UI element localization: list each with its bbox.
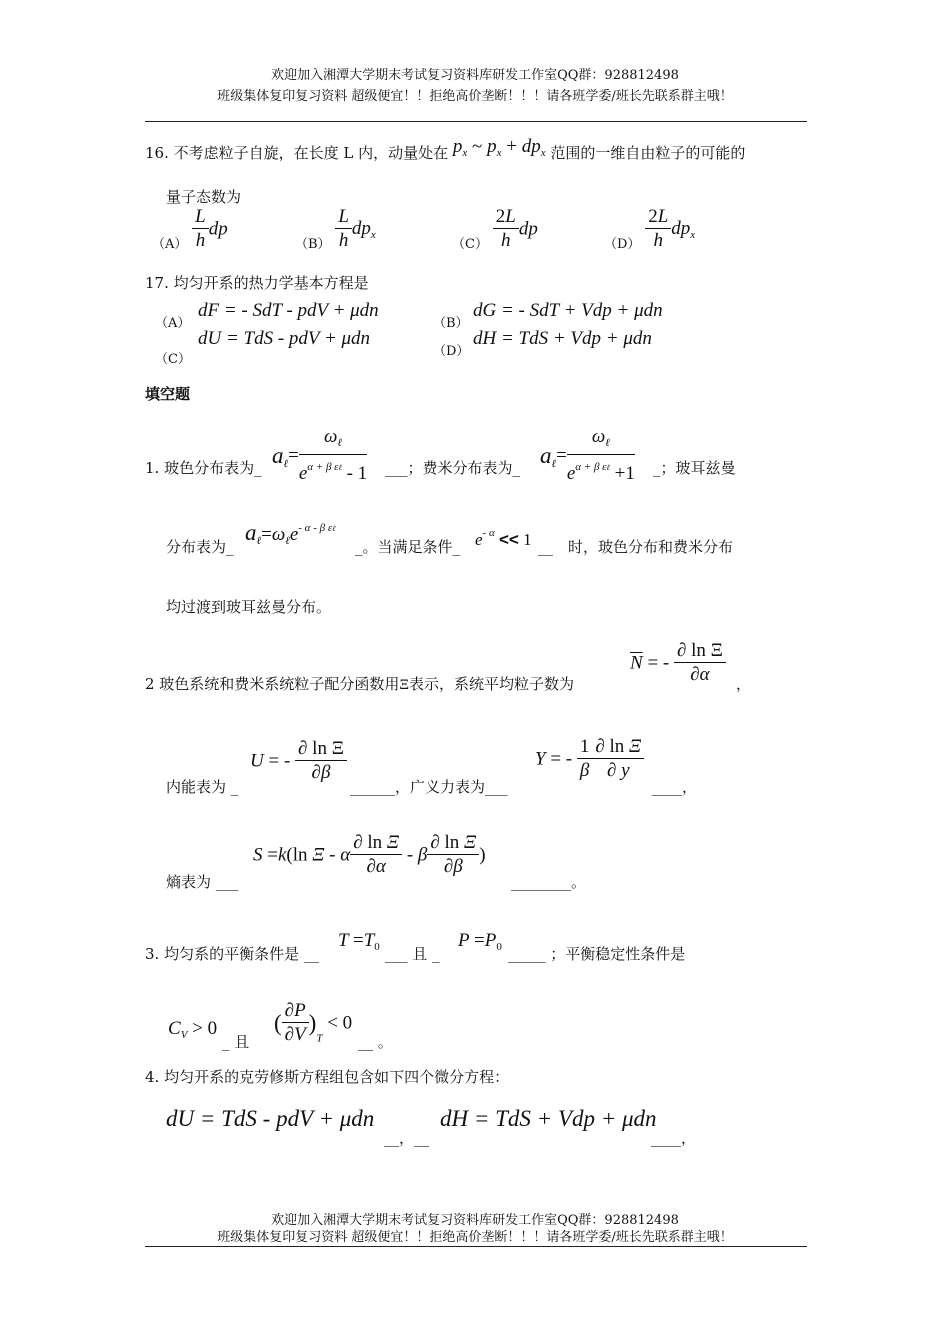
q16-option-c: （C） $\frac{2L}{h}$ dp: [452, 206, 538, 252]
footer-line-1: 欢迎加入湘潭大学期末考试复习资料库研发工作室QQ群：928812498: [271, 1213, 679, 1228]
f2-t2: 表示，系统平均粒子数为: [408, 675, 574, 693]
f1-t1: 1. 玻色分布表为_: [145, 459, 262, 477]
f1-bose-formula: $a_\ell=$ $\frac{\omega_\ell}{e^{\alpha + \beta \varepsilon\ell} - 1}$: [272, 426, 368, 484]
f3-t4: _ 且: [222, 1033, 250, 1051]
f4-t1: 4. 均匀开系的克劳修斯方程组包含如下四个微分方程：: [145, 1068, 510, 1086]
footer-rule: [145, 1246, 807, 1247]
q16-text-c: 量子态数为: [166, 188, 242, 206]
f3-t2: ___ 且 _: [385, 945, 440, 963]
header-line-2: 班级集体复印复习资料 超级便宜！！拒绝高价垄断！！！请各班学委/班长先联系群主哦！: [217, 89, 733, 104]
q17-opt-b-label: （B）: [433, 316, 469, 331]
f3-compress-condition: ( $\frac{\partial P}{\partial V}$ )$_T < 0$: [274, 1000, 353, 1045]
q16-option-b: （B） $\frac{L}{h}$ $dp_x$: [295, 206, 376, 252]
f3-cv-condition: $C_V > 0$: [168, 1018, 218, 1041]
f1-boltzmann-formula: $a_\ell=\omega_\ell e^{- \alpha - \beta \varepsilon\ell}$: [245, 520, 336, 547]
f3-t5: __ 。: [358, 1033, 393, 1051]
f2-t1: 2 玻色系统和费米系统粒子配分函数用: [145, 675, 400, 693]
f4-t2: __，__: [384, 1129, 430, 1147]
q17-stem: 17. 均匀开系的热力学基本方程是: [145, 274, 369, 292]
q16-option-d: （D） $\frac{2L}{h}$ $dp_x$: [604, 206, 696, 252]
f1-t7: 均过渡到玻耳兹曼分布。: [166, 598, 332, 616]
q16-opt-b-formula: $\frac{L}{h}$: [335, 206, 352, 253]
q16-opt-c-label: （C）: [452, 236, 488, 252]
header-rule: [145, 121, 807, 122]
f3-t1: 3. 均匀系的平衡条件是 __: [145, 945, 319, 963]
f1-fermi-formula: $a_\ell=$ $\frac{\omega_\ell}{e^{\alpha + \beta \varepsilon\ell} +1}$: [540, 426, 635, 484]
f2-entropy-formula: S =k(ln Ξ - α $\frac{\text{∂ ln Ξ}}{\partial\alpha}$ - β $\frac{\text{∂ ln Ξ}}{\partial\beta}$ ): [253, 832, 486, 877]
q16-stem: [145, 136, 746, 165]
f3-t3: _____ ；平衡稳定性条件是: [508, 945, 686, 963]
footer-line-2: 班级集体复印复习资料 超级便宜！！拒绝高价垄断！！！请各班学委/班长先联系群主哦！: [217, 1230, 733, 1245]
xi-symbol: Ξ: [399, 677, 409, 693]
q17-eq-b: dG = - SdT + Vdp + μdn: [473, 300, 663, 321]
q16-opt-c-formula: $\frac{2L}{h}$: [493, 206, 519, 253]
q16-opt-a-label: （A）: [152, 236, 188, 252]
q16-option-a: （A） $\frac{L}{h}$ dp: [152, 206, 228, 252]
f2-t5: ______，广义力表为___: [350, 778, 508, 796]
f2-energy-formula: U = - $\frac{\text{∂ ln Ξ}}{\partial\beta}$: [250, 738, 347, 785]
f2-mean-n-formula: $\overline{N}$ = - $\frac{\text{∂ ln Ξ}}{\partial\alpha}$: [630, 640, 726, 687]
q16-opt-d-label: （D）: [604, 236, 641, 252]
q16-text-b: 范围的一维自由粒子的可能的: [550, 144, 746, 162]
q16-opt-a-formula: $\frac{L}{h}$: [192, 206, 209, 253]
f2-t3: ，: [736, 675, 752, 693]
f1-t6: __ 时，玻色分布和费米分布: [538, 538, 734, 556]
q17-eq-a: dF = - SdT - pdV + μdn: [198, 300, 379, 321]
q17-opt-d-label: （D）: [433, 344, 470, 359]
f3-pressure-condition: $P =P_0$: [458, 930, 502, 953]
q16-text-a: 16. 不考虑粒子自旋，在长度 L 内，动量处在: [145, 144, 449, 162]
q16-momentum-range: $p_x$ ~ $p_x + dp_x$: [452, 136, 546, 159]
q17-opt-c-label: （C）: [155, 352, 191, 367]
f2-t8: ________。: [511, 873, 587, 891]
f2-force-formula: Y = - $\frac{1}{\beta}$ $\frac{\text{∂ ln Ξ}}{\partial y}$: [535, 736, 644, 783]
f1-t3: _；玻耳兹曼: [653, 459, 736, 477]
f1-t4: 分布表为_: [166, 538, 234, 556]
q17-eq-c: dU = TdS - pdV + μdn: [198, 328, 371, 349]
f1-t5: _。当满足条件_: [355, 538, 461, 556]
f2-t6: ____，: [652, 778, 698, 796]
f1-t2: ___；费米分布表为_: [385, 459, 521, 477]
f2-stem: [145, 673, 574, 694]
f3-temp-condition: $T =T_0$: [338, 930, 380, 953]
f2-t4: 内能表为 _: [166, 778, 239, 796]
f1-condition: $e^{- \alpha} << 1$: [475, 527, 532, 549]
q16-opt-d-formula: $\frac{2L}{h}$: [645, 206, 671, 253]
q17-opt-a-label: （A）: [155, 316, 191, 331]
header-line-1: 欢迎加入湘潭大学期末考试复习资料库研发工作室QQ群：928812498: [271, 68, 679, 83]
q16-opt-b-label: （B）: [295, 236, 331, 252]
q17-eq-d: dH = TdS + Vdp + μdn: [473, 328, 652, 349]
f2-t7: 熵表为 ___: [166, 873, 239, 891]
f4-eq-du: dU = TdS - pdV + μdn: [166, 1106, 375, 1131]
f4-t3: ____，: [651, 1129, 697, 1147]
f4-eq-dh: dH = TdS + Vdp + μdn: [440, 1106, 657, 1131]
section-title: 填空题: [145, 385, 191, 403]
